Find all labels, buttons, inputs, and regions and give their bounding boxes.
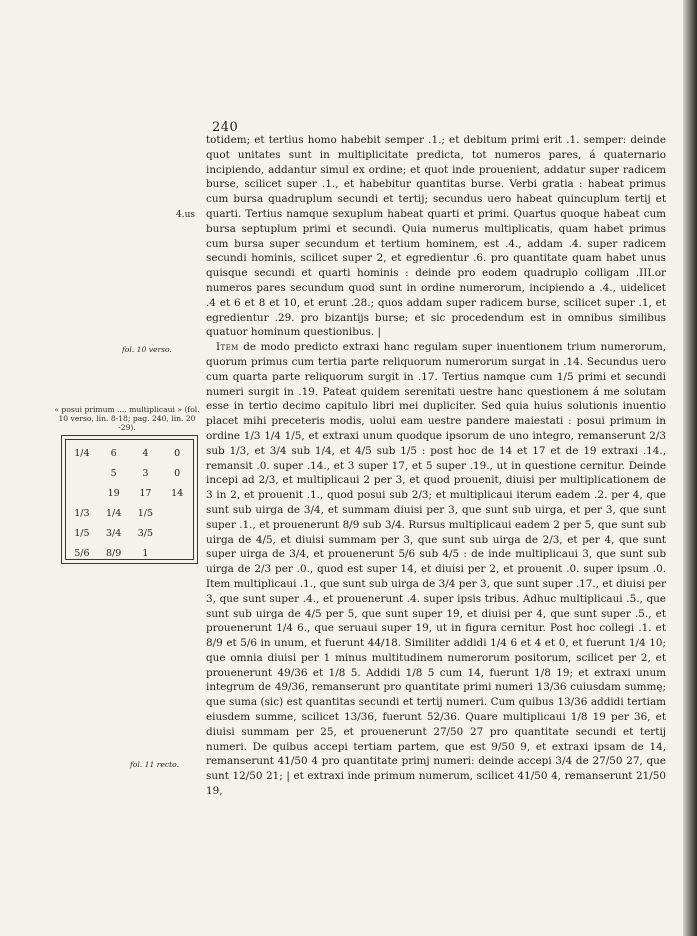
table-cell: 1/5 — [74, 528, 90, 539]
table-cell: 1/5 — [137, 508, 154, 519]
table-cell: 3/5 — [137, 528, 154, 539]
table-cell: 6 — [110, 448, 117, 459]
margin-note-folio-10: fol. 10 verso. — [122, 345, 172, 354]
book-spine-edge — [683, 0, 697, 936]
table-row — [66, 524, 193, 544]
table-cell: 1 — [142, 548, 149, 559]
table-row — [66, 464, 193, 484]
paragraph-2-text: de modo predicto extraxi hanc regulam super inuentionem trium numerorum, quorum primus cum tertia parte reliquorum numerorum surgat in .14. Secundus uero cum quarta parte reliquorum surgit in .17. Tertius namque cum 1/5 primi et secundi numeri surgit in .19. Pateat quidem serenitati uestre hanc questionem á me solutam esse in tertio decimo capitulo libri mei dupliciter. Sed quia huius solutionis inuentio placet mihi preceteris modis, uolui eam uestre pandere maiestati : posui primum in ordine 1/3 1/4 1/5, et extraxi unum quodque ipsorum de uno integro, remanserunt 2/3 sub 1/3, et 3/4 sub 1/4, et 4/5 sub 1/5 : post hoc de 14 et 17 et de 19 extraxi .14., remansit .0. super .14., et 3 super 17, et 5 super .19., ut in questione cernitur. Deinde incepi ad 2/3, et multiplicaui 2 per 3, et quod prouenit, diuisi per multiplicationem de 3 in 2, et prouenit .1., quod posui sub 2/3; et multiplicaui iterum eadem .2. per 4, que sunt sub uirga de 3/4, et summam diuisi per 3, que sunt sub uirga, et per 3, que sunt super .1., et prouenerunt 8/9 sub 3/4. Rursus multiplicaui eadem 2 per 5, que sunt sub uirga de 4/5, et diuisi summam per 3, que sunt sub uirga de 2/3, et per 4, que sunt super uirga de 3/4, et prouenerunt 5/6 sub 4/5 : de inde multiplicaui 3, que sunt sub uirga de 2/3 per .0., quod est super 14, et diuisi per 2, et prouenit .0. super ipsum .0. Item multiplicaui .1., que sunt sub uirga de 3/4 per 3, que sunt super .17., et diuisi per 3, que sunt super .4., et prouenerunt .4. super ipsis tribus. Adhuc multiplicaui .5., que sunt sub uirga de 4/5 per 5, que sunt super 19, et diuisi per 4, que sunt super .5., et prouenerunt 1/4 6., que seruaui super 19, ut in figura cernitur. Post hoc collegi .1. et 8/9 et 5/6 in unum, et fuerunt 44/18. Similiter addidi 1/4 6 et 4 et 0, et fuerunt 1/4 10; que omnia diuisi per 1 minus multitudinem numerorum positorum, scilicet per 2, et prouenerunt 49/36 et 1/8 5. Addidi 1/8 5 cum 14, fuerunt 1/8 19; et extraxi unum integrum de 49/36, remanserunt pro quantitate primi numeri 13/36 cuiusdam summę; que suma (sic) est quantitas secundi et tertij numeri. Cum quibus 13/36 addidi tertiam eiusdem summe, scilicet 13/36, fuerunt 52/36. Quare multiplicaui 1/8 19 per 36, et diuisi summam per 25, et prouenerunt 27/50 27 pro quantitate secundi et tertij numeri. De quibus accepi tertiam partem, que est 9/50 9, et extraxi ipsam de 14, remanserunt 41/50 4 pro quantitate primj numeri: deinde accepi 3/4 de 27/50 27, que sunt 12/50 21; | et extraxi inde primum numerum, scilicet 41/50 4, remanserunt 21/50 19, — [206, 341, 666, 798]
margin-note-folio-11: fol. 11 recto. — [130, 760, 179, 769]
table-cell — [161, 504, 193, 524]
table-cell — [66, 484, 98, 504]
paragraph-1: totidem; et tertius homo habebit semper .1.; et debitum primi erit .1. semper: deinde quot unitates sunt in multiplicitate predicta, tot numeros pares, á quaternario incipiendo, addantur simul ex ordine; et quot inde prouenient, addatur super radicem burse, scilicet super .1., et habebitur quantitas burse. Verbi gratia : habeat primus cum bursa quadruplum secundi et tertij; secundus uero habeat quincuplum tertij et quarti. Tertius namque sexuplum habeat quarti et primi. Quartus quoque habeat cum bursa septuplum primi et secundi. Quia numerus multiplicatis, quam habet primus cum bursa super secundum et tertium hominem, est .4., addam .4. super radicem secundi hominis, scilicet super 2, et egredientur .6. pro quantitate quam habet unus quisque secundi et quarti hominis : deinde pro eodem quadruplo colligam .III.or numeros pares secundum quod sunt in ordine numerorum, incipiendo a .4., uidelicet .4 et 6 et 8 et 10, et erunt .28.; quos addam super radicem burse, scilicet super .1, et egredientur .29. pro bizantijs burse; et sic procedendum est in omnibus similibus quatuor hominum questionibus. | — [206, 134, 666, 339]
table-cell: 4 — [142, 448, 149, 459]
table-cell: 3 — [142, 468, 149, 479]
table-cell: 14 — [171, 488, 184, 499]
fraction-table — [61, 435, 198, 564]
table-cell — [161, 544, 193, 564]
table-cell: 3/4 — [105, 528, 122, 539]
table-cell: 17 — [139, 488, 152, 499]
table-row — [66, 544, 193, 564]
main-text-block — [206, 133, 666, 799]
table-cell: 1/3 — [74, 508, 90, 519]
table-cell: 19 — [107, 488, 120, 499]
table-cell: 0 — [174, 468, 181, 479]
table-cell — [66, 464, 98, 484]
table-cell: 5/6 — [74, 548, 90, 559]
paragraph-2-lead: Item — [216, 341, 239, 354]
page-number: 240 — [212, 120, 239, 135]
table-cell: 8/9 — [105, 548, 122, 559]
margin-footnote: « posui primum .... multiplicaui » (fol. 10 verso, lin. 8-18; pag. 240, lin. 20 -29). — [54, 405, 200, 432]
table-row — [66, 504, 193, 524]
table-cell: 1/4 — [74, 448, 90, 459]
fraction-table-inner — [65, 439, 194, 560]
table-cell: 1/4 — [105, 508, 122, 519]
table-row — [66, 444, 193, 464]
table-row — [66, 484, 193, 504]
paragraph-2 — [206, 340, 666, 799]
table-cell — [161, 524, 193, 544]
margin-note-fourth: 4.us — [176, 210, 196, 220]
table-cell: 5 — [110, 468, 117, 479]
table-cell: 0 — [174, 448, 181, 459]
